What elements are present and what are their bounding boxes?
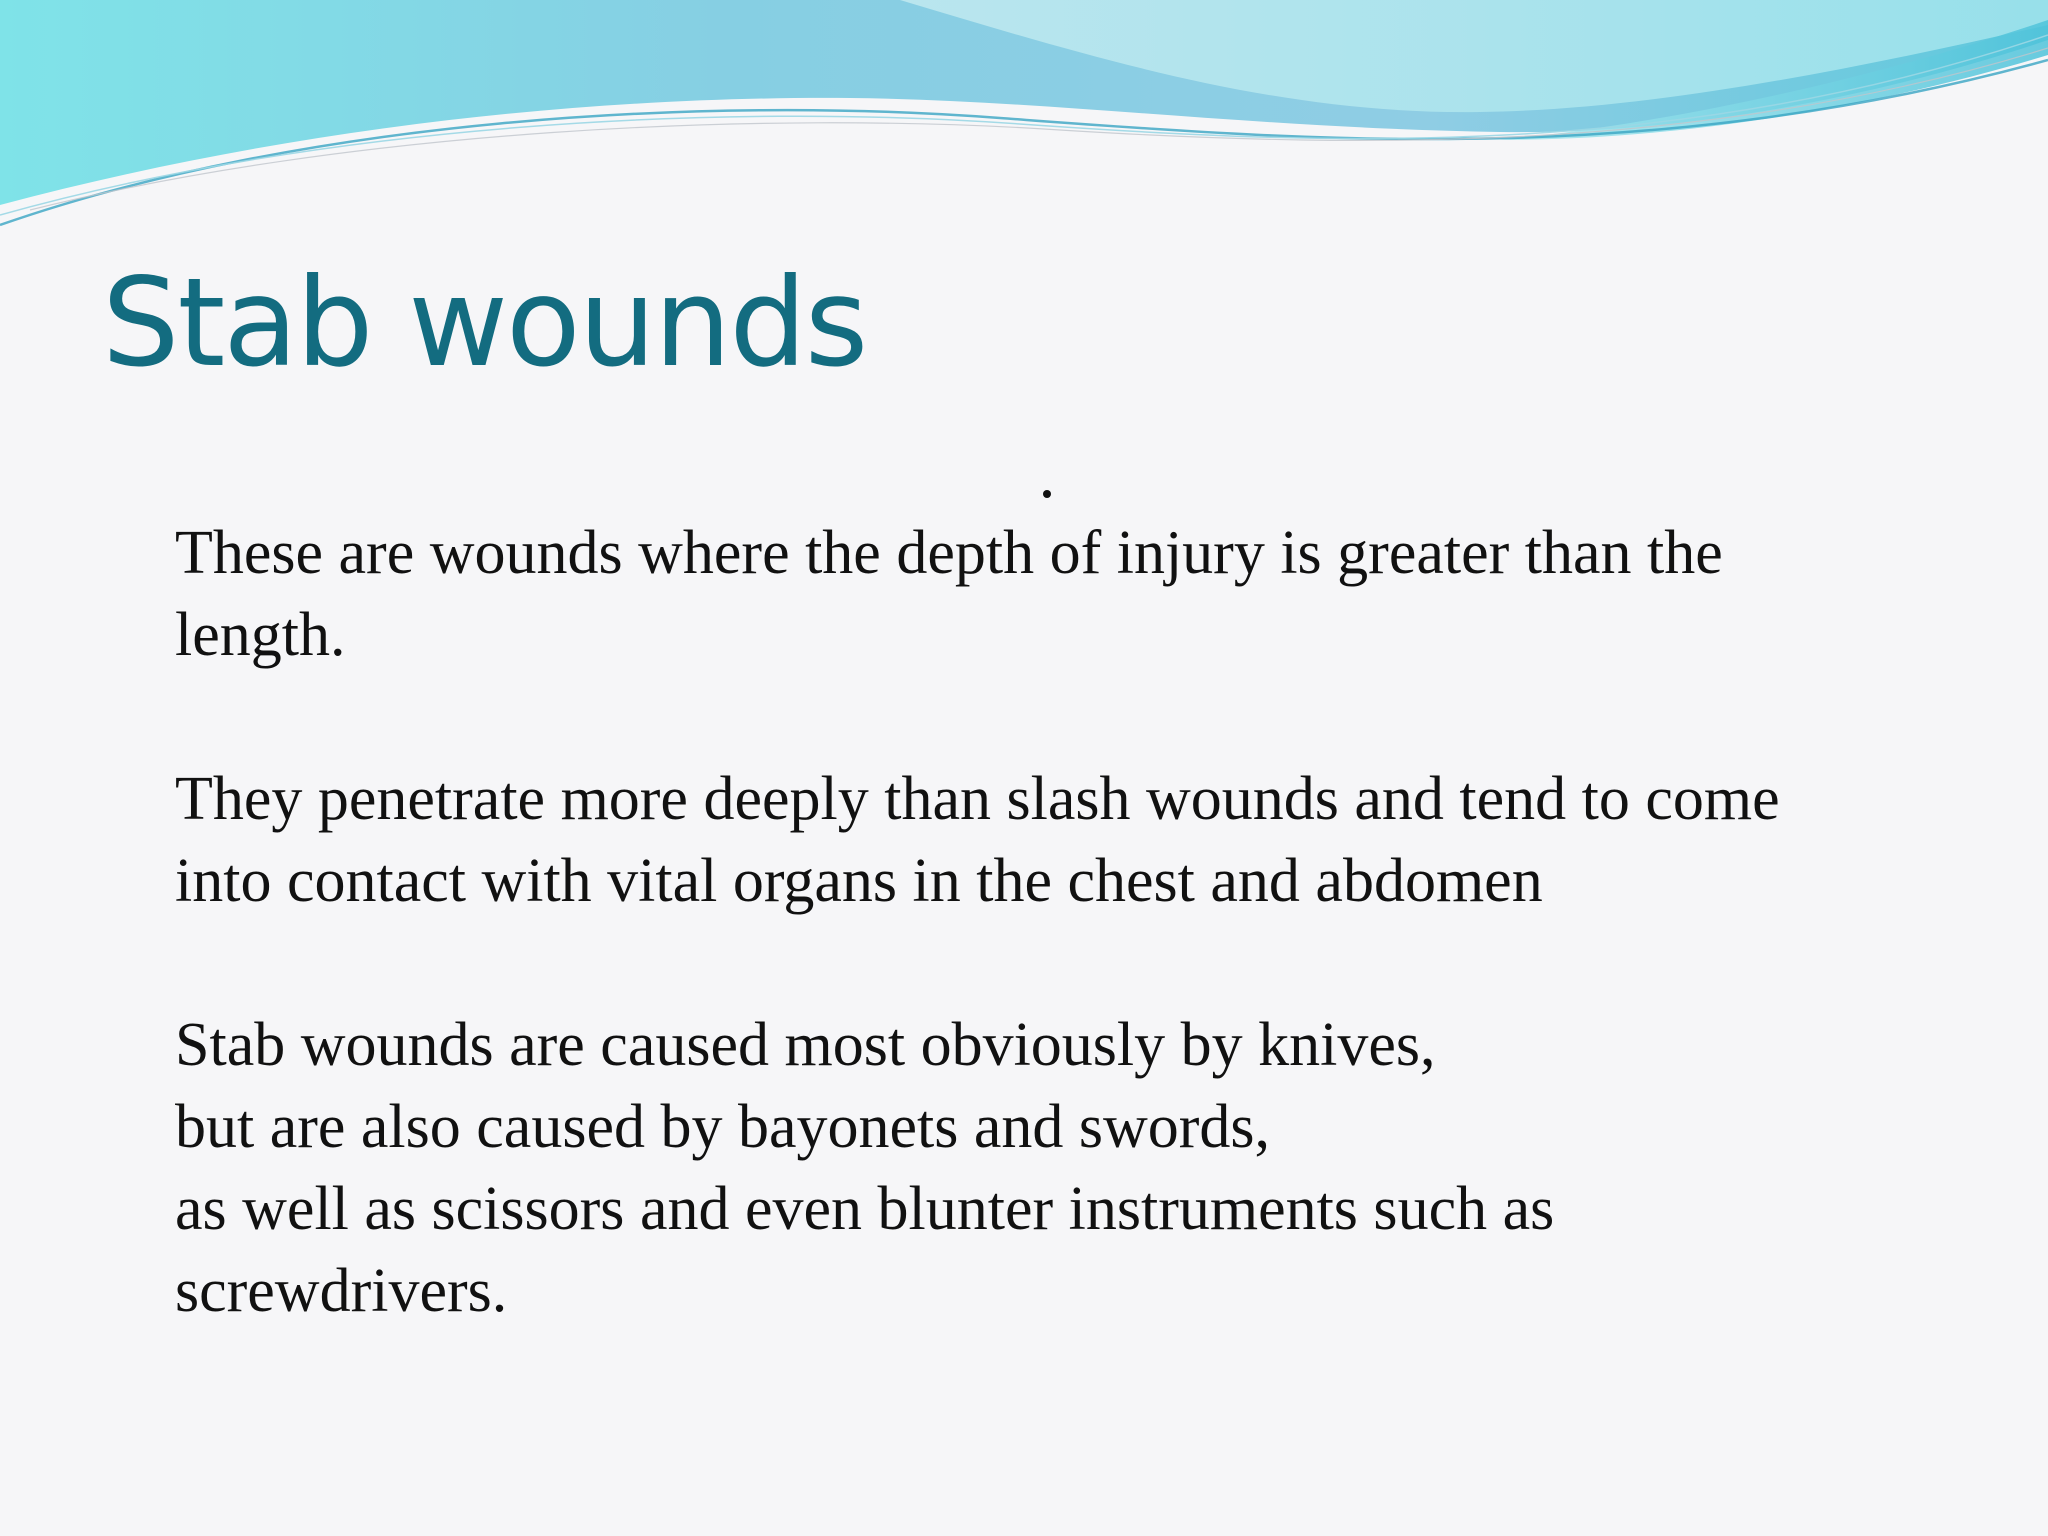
text-line: length. [175, 601, 346, 669]
paragraph-causes [175, 1004, 1975, 1332]
text-line: Stab wounds are caused most obviously by knives, [175, 1011, 1436, 1079]
text-line: screwdrivers. [175, 1257, 508, 1325]
slide-title: Stab wounds [102, 252, 867, 394]
paragraph-definition [175, 512, 1975, 676]
text-line: These are wounds where the depth of injury is greater than the [175, 519, 1723, 587]
text-line: but are also caused by bayonets and swords, [175, 1093, 1271, 1161]
text-line: They penetrate more deeply than slash wounds and tend to come [175, 765, 1780, 833]
text-line: into contact with vital organs in the chest and abdomen [175, 847, 1543, 915]
text-line: as well as scissors and even blunter instruments such as [175, 1175, 1555, 1243]
slide-body [175, 512, 1975, 1332]
header-wave-decoration [0, 0, 2048, 260]
stray-dot [1043, 490, 1051, 498]
paragraph-penetration [175, 758, 1975, 922]
